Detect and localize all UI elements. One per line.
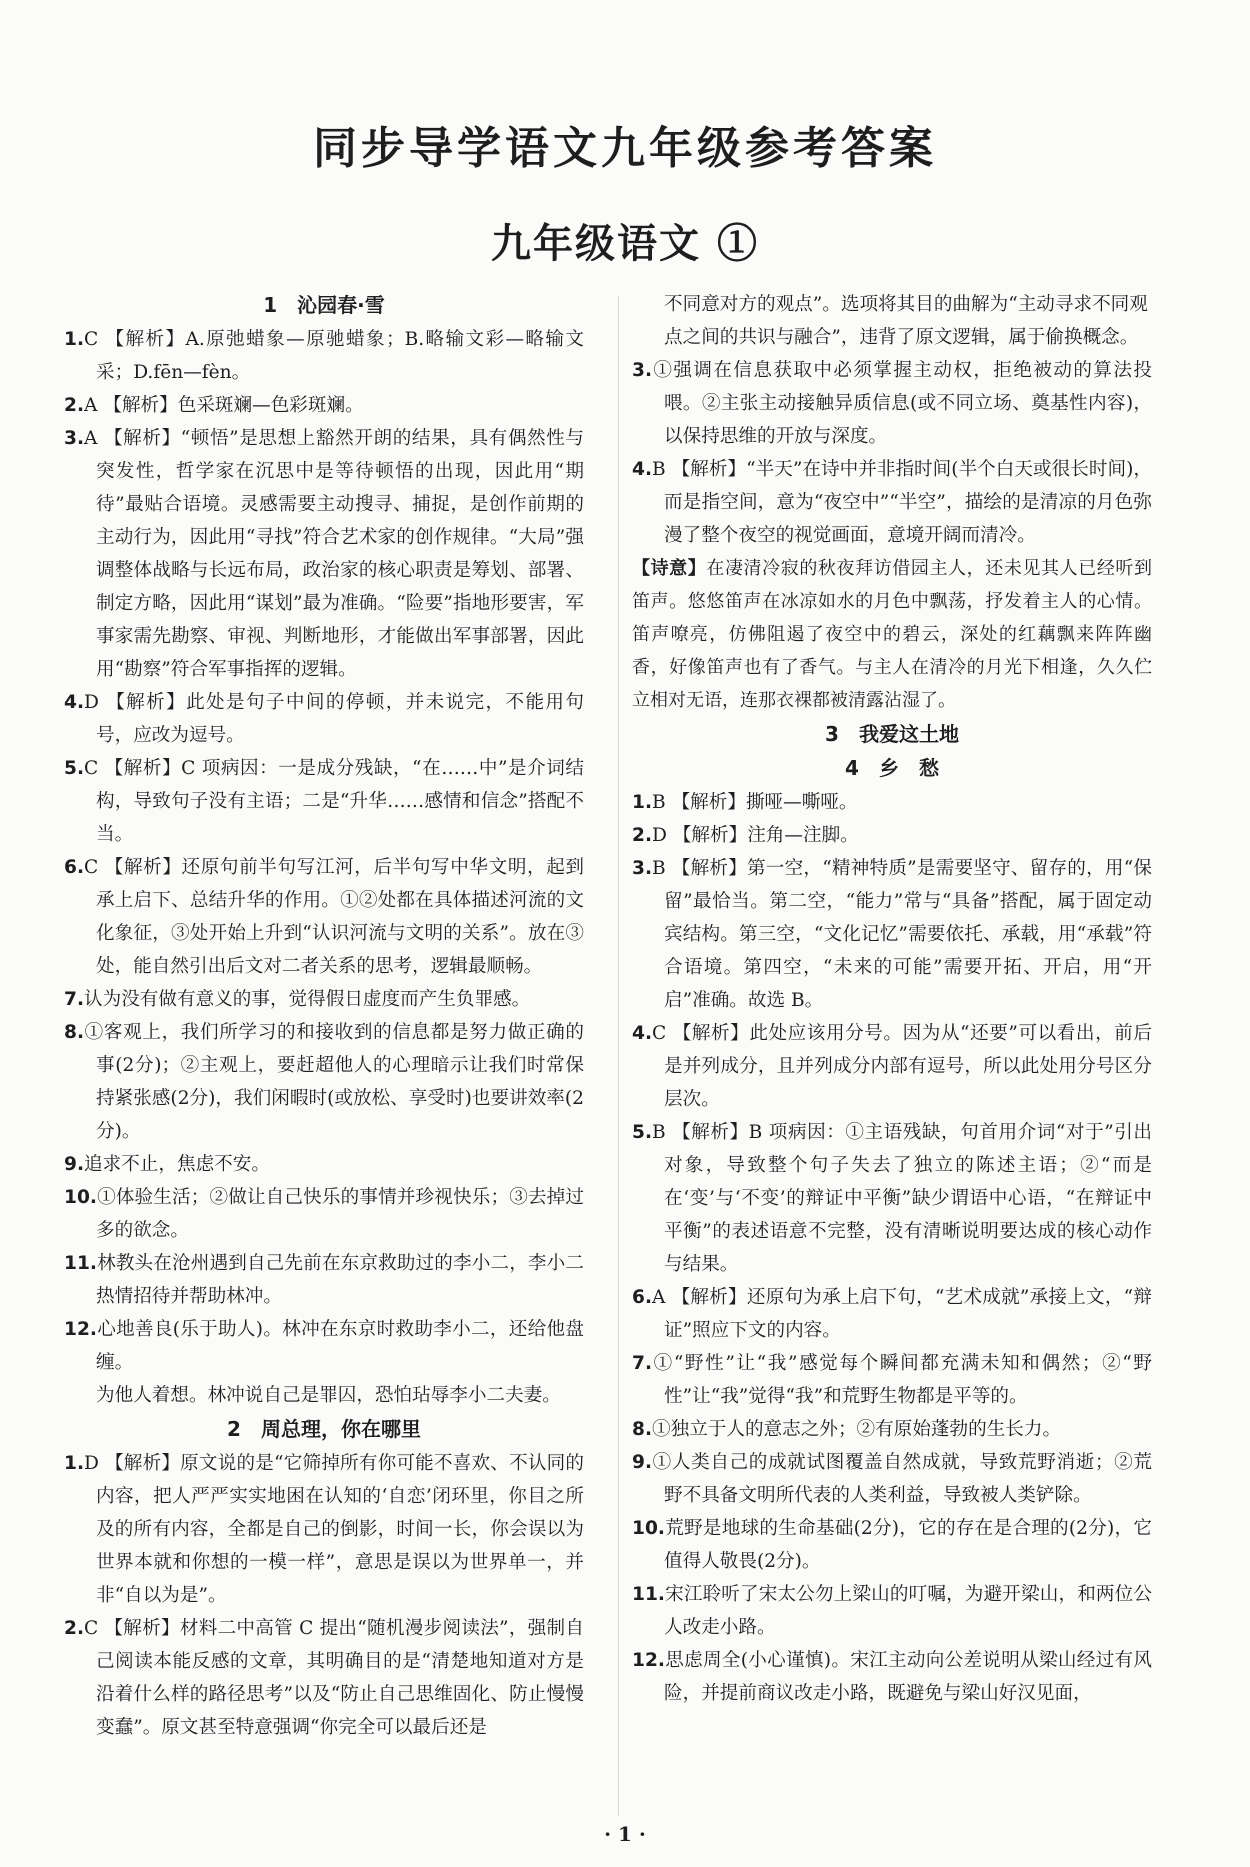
answer-text: ①体验生活；②做让自己快乐的事情并珍视快乐；③去掉过多的欲念。 [96, 1187, 584, 1241]
answer-item [632, 1413, 1152, 1446]
answer-number: 10. [632, 1518, 665, 1539]
answer-item [632, 453, 1152, 552]
answer-item [632, 1644, 1152, 1710]
answer-item [64, 422, 584, 686]
answer-item [64, 752, 584, 851]
answer-text: D 【解析】注角—注脚。 [652, 825, 859, 846]
answer-text: C 【解析】C 项病因：一是成分残缺，“在……中”是介词结构，导致句子没有主语；二是“升华……感情和信念”搭配不当。 [84, 758, 584, 845]
unit-title: 九年级语文 ① [491, 220, 759, 267]
answer-item [632, 852, 1152, 1017]
answer-number: 12. [64, 1319, 97, 1340]
answer-item [632, 1578, 1152, 1644]
answer-item [64, 389, 584, 422]
column-divider [618, 296, 619, 1816]
answer-number: 1. [632, 792, 653, 813]
answer-text: A 【解析】色采斑斓—色彩斑斓。 [84, 395, 364, 416]
section-title: 1 沁园春·雪 [263, 293, 385, 317]
answer-item [632, 1347, 1152, 1413]
answer-text: B 【解析】B 项病因：①主语残缺，句首用介词“对于”引出对象，导致整个句子失去了独立的陈述主语；②“而是在‘变’与‘不变’的辩证中平衡”缺少谓语中心语，“在辩证中平衡”的表述语意不完整，没有清晰说明要达成的核心动作与结果。 [652, 1122, 1152, 1275]
answer-continuation: 为他人着想。林冲说自己是罪囚，恐怕玷辱李小二夫妻。 [96, 1385, 561, 1406]
answer-item [632, 354, 1152, 453]
left-column [64, 288, 584, 1744]
answer-text: ①人类自己的成就试图覆盖自然成就，导致荒野消逝；②荒野不具备文明所代表的人类利益，导致被人类铲除。 [652, 1452, 1152, 1506]
answer-item [632, 1512, 1152, 1578]
answer-text: B 【解析】第一空，“精神特质”是需要坚守、留存的，用“保留”最恰当。第二空，“能力”常与“具备”搭配，属于固定动宾结构。第三空，“文化记忆”需要依托、承载，用“承载”符合语境。第四空，“未来的可能”需要开拓、开启，用“开启”准确。故选 B。 [652, 858, 1152, 1011]
answer-item [64, 323, 584, 389]
section-1-answers [64, 323, 584, 1379]
section-title: 2 周总理，你在哪里 [227, 1417, 421, 1441]
answer-text: ①“野性”让“我”感觉每个瞬间都充满未知和偶然；②“野性”让“我”觉得“我”和荒野生物都是平等的。 [652, 1353, 1152, 1407]
answer-text: ①客观上，我们所学习的和接收到的信息都是努力做正确的事(2分)；②主观上，要赶超他人的心理暗示让我们时常保持紧张感(2分)，我们闲暇时(或放松、享受时)也要讲效率(2分)。 [84, 1022, 584, 1142]
answer-number: 6. [64, 857, 85, 878]
answer-text: C 【解析】材料二中高管 C 提出“随机漫步阅读法”，强制自己阅读本能反感的文章，其明确目的是“清楚地知道对方是沿着什么样的路径思考”以及“防止自己思维固化、防止慢慢变蠢”。原文甚至特意强调“你完全可以最后还是 [84, 1618, 584, 1738]
section-title: 4 乡 愁 [845, 756, 939, 780]
answer-text: A 【解析】还原句为承上启下句，“艺术成就”承接上文，“辩证”照应下文的内容。 [652, 1287, 1152, 1341]
right-column [632, 288, 1152, 1710]
answer-number: 4. [632, 1023, 653, 1044]
answer-item [64, 1016, 584, 1148]
answer-text: 荒野是地球的生命基础(2分)，它的存在是合理的(2分)，它值得人敬畏(2分)。 [664, 1518, 1152, 1572]
answer-text: 思虑周全(小心谨慎)。宋江主动向公差说明从梁山经过有风险，并提前商议改走小路，既避免与梁山好汉见面， [664, 1650, 1152, 1704]
answer-text: C 【解析】此处应该用分号。因为从“还要”可以看出，前后是并列成分，且并列成分内部有逗号，所以此处用分号区分层次。 [652, 1023, 1152, 1110]
answer-number: 5. [632, 1122, 653, 1143]
section-4-answers [632, 786, 1152, 1710]
answer-item [64, 983, 584, 1016]
answer-item [64, 1181, 584, 1247]
answer-text: C 【解析】还原句前半句写江河，后半句写中华文明，起到承上启下、总结升华的作用。①②处都在具体描述河流的文化象征，③处开始上升到“认识河流与文明的关系”。放在③处，能自然引出后文对二者关系的思考，逻辑最顺畅。 [84, 857, 584, 977]
section-2-answers [64, 1447, 584, 1744]
answer-item [632, 786, 1152, 819]
answer-item [64, 1612, 584, 1744]
answer-number: 11. [64, 1253, 97, 1274]
answer-number: 7. [632, 1353, 653, 1374]
answer-number: 6. [632, 1287, 653, 1308]
answer-number: 3. [632, 858, 653, 879]
answer-text: 林教头在沧州遇到自己先前在东京救助过的李小二，李小二热情招待并帮助林冲。 [96, 1253, 584, 1307]
page-number: · 1 · [604, 1822, 646, 1846]
answer-number: 11. [632, 1584, 665, 1605]
answer-number: 4. [632, 459, 653, 480]
answer-item [64, 1447, 584, 1612]
answer-number: 8. [632, 1419, 653, 1440]
poem-meaning [632, 552, 1152, 717]
answer-text: ①强调在信息获取中必须掌握主动权，拒绝被动的算法投喂。②主张主动接触异质信息(或不同立场、奠基性内容)，以保持思维的开放与深度。 [652, 360, 1152, 447]
answer-number: 2. [64, 1618, 85, 1639]
answer-number: 10. [64, 1187, 97, 1208]
answer-number: 1. [64, 329, 85, 350]
answer-item [632, 1017, 1152, 1116]
answer-text: D 【解析】此处是句子中间的停顿，并未说完，不能用句号，应改为逗号。 [84, 692, 584, 746]
answer-item [632, 819, 1152, 852]
poem-text: 在凄清冷寂的秋夜拜访借园主人，还未见其人已经听到笛声。悠悠笛声在冰凉如水的月色中飘荡，抒发着主人的心情。笛声嘹亮，仿佛阻遏了夜空中的碧云，深处的红藕飘来阵阵幽香，好像笛声也有了香气。与主人在清冷的月光下相逢，久久伫立相对无语，连那衣裸都被清露沾湿了。 [632, 558, 1153, 711]
poem-tag: 【诗意】 [632, 558, 707, 579]
answer-item [632, 1446, 1152, 1512]
answer-text: 心地善良(乐于助人)。林冲在东京时救助李小二，还给他盘缠。 [96, 1319, 584, 1373]
answer-text: 宋江聆听了宋太公勿上梁山的叮嘱，为避开梁山，和两位公人改走小路。 [664, 1584, 1152, 1638]
answer-number: 9. [632, 1452, 653, 1473]
answer-text: B 【解析】撕哑—嘶哑。 [652, 792, 858, 813]
section-2-answers-cont [632, 354, 1152, 552]
section-title: 3 我爱这土地 [825, 722, 959, 746]
answer-number: 4. [64, 692, 85, 713]
answer-number: 9. [64, 1154, 85, 1175]
answer-number: 3. [64, 428, 85, 449]
answer-item [632, 1116, 1152, 1281]
answer-text: C 【解析】A.原弛蜡象—原驰蜡象；B.略输文彩—略输文采；D.fēn—fèn。 [84, 329, 584, 383]
answer-number: 1. [64, 1453, 85, 1474]
answer-text: B 【解析】“半天”在诗中并非指时间(半个白天或很长时间)，而是指空间，意为“夜空中”“半空”，描绘的是清凉的月色弥漫了整个夜空的视觉画面，意境开阔而清冷。 [652, 459, 1152, 546]
answer-item [64, 851, 584, 983]
answer-item [64, 1148, 584, 1181]
answer-number: 2. [64, 395, 85, 416]
answer-text: D 【解析】原文说的是“它筛掉所有你可能不喜欢、不认同的内容，把人严严实实地困在认知的‘自恋’闭环里，你目之所及的所有内容，全都是自己的倒影，时间一长，你会误以为世界本就和你想的一模一样”，意思是误以为世界单一，并非“自以为是”。 [84, 1453, 584, 1606]
answer-item [632, 1281, 1152, 1347]
answer-text: ①独立于人的意志之外；②有原始蓬勃的生长力。 [652, 1419, 1062, 1440]
answer-text: 认为没有做有意义的事，觉得假日虚度而产生负罪感。 [84, 989, 531, 1010]
answer-item [64, 1247, 584, 1313]
answer-number: 3. [632, 360, 653, 381]
page-title: 同步导学语文九年级参考答案 [313, 123, 937, 174]
answer-item [64, 686, 584, 752]
answer-number: 12. [632, 1650, 665, 1671]
answer-text: 追求不止，焦虑不安。 [84, 1154, 270, 1175]
answer-text: A 【解析】“顿悟”是思想上豁然开朗的结果，具有偶然性与突发性，哲学家在沉思中是等待顿悟的出现，因此用“期待”最贴合语境。灵感需要主动搜寻、捕捉，是创作前期的主动行为，因此用“寻找”符合艺术家的创作规律。“大局”强调整体战略与长远布局，政治家的核心职责是筹划、部署、制定方略，因此用“谋划”最为准确。“险要”指地形要害，军事家需先勘察、审视、判断地形，才能做出军事部署，因此用“勘察”符合军事指挥的逻辑。 [84, 428, 584, 680]
answer-number: 7. [64, 989, 85, 1010]
answer-continuation: 不同意对方的观点”。选项将其目的曲解为“主动寻求不同观点之间的共识与融合”，违背了原文逻辑，属于偷换概念。 [664, 294, 1148, 348]
answer-item [64, 1313, 584, 1379]
answer-number: 8. [64, 1022, 85, 1043]
answer-number: 2. [632, 825, 653, 846]
answer-number: 5. [64, 758, 85, 779]
